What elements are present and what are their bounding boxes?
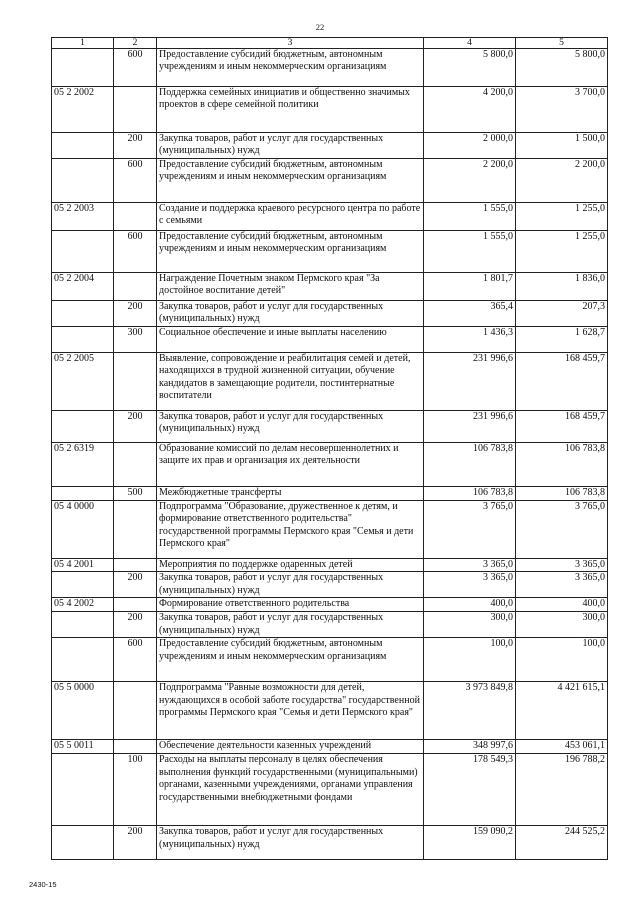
cell-code [52, 826, 114, 860]
cell-value-col4: 1 555,0 [424, 231, 516, 273]
cell-code [52, 49, 114, 87]
cell-expense-type [114, 740, 157, 754]
cell-expense-type [114, 443, 157, 487]
table-row [52, 826, 608, 860]
cell-value-col4: 400,0 [424, 598, 516, 612]
table-body [52, 49, 608, 860]
cell-value-col5: 453 061,1 [516, 740, 608, 754]
cell-value-col5: 4 421 615,1 [516, 682, 608, 740]
cell-expense-type: 200 [114, 612, 157, 638]
cell-expense-type [114, 682, 157, 740]
header-col-2: 2 [114, 38, 157, 49]
cell-name: Образование комиссий по делам несовершеннолетних и защите их прав и организация их деятельности [157, 443, 424, 487]
cell-value-col4: 300,0 [424, 612, 516, 638]
cell-name: Подпрограмма "Равные возможности для детей, нуждающихся в особой заботе государства" государственной программы Пермского края "Семья и дети Пермского края" [157, 682, 424, 740]
table-row [52, 754, 608, 826]
table-row [52, 159, 608, 203]
cell-name: Выявление, сопровождение и реабилитация семей и детей, находящихся в трудной жизненной ситуации, обучение кандидатов в замещающие родители, постинтернатные воспитатели [157, 353, 424, 411]
cell-name: Предоставление субсидий бюджетным, автономным учреждениям и иным некоммерческим организациям [157, 49, 424, 87]
cell-value-col4: 4 200,0 [424, 87, 516, 133]
header-col-5: 5 [516, 38, 608, 49]
table-row [52, 487, 608, 501]
cell-value-col5: 3 365,0 [516, 572, 608, 598]
cell-value-col5: 106 783,8 [516, 487, 608, 501]
cell-value-col4: 178 549,3 [424, 754, 516, 826]
cell-value-col5: 3 365,0 [516, 559, 608, 572]
budget-table [51, 37, 608, 860]
header-col-4: 4 [424, 38, 516, 49]
cell-name: Поддержка семейных инициатив и общественно значимых проектов в сфере семейной политики [157, 87, 424, 133]
cell-expense-type [114, 501, 157, 559]
cell-value-col5: 244 525,2 [516, 826, 608, 860]
table-row [52, 638, 608, 682]
cell-value-col4: 1 555,0 [424, 203, 516, 231]
cell-expense-type: 600 [114, 159, 157, 203]
cell-name: Расходы на выплаты персоналу в целях обеспечения выполнения функций государственными (муниципальными) органами, казенными учреждениями, органами управления государственными внебюджетными фондами [157, 754, 424, 826]
cell-value-col5: 3 700,0 [516, 87, 608, 133]
cell-name: Создание и поддержка краевого ресурсного центра по работе с семьями [157, 203, 424, 231]
cell-value-col4: 3 365,0 [424, 559, 516, 572]
cell-expense-type: 600 [114, 231, 157, 273]
cell-name: Межбюджетные трансферты [157, 487, 424, 501]
cell-value-col5: 196 788,2 [516, 754, 608, 826]
cell-code [52, 487, 114, 501]
cell-value-col4: 3 365,0 [424, 572, 516, 598]
cell-code: 05 4 0000 [52, 501, 114, 559]
cell-value-col4: 3 765,0 [424, 501, 516, 559]
cell-value-col4: 231 996,6 [424, 353, 516, 411]
cell-code: 05 4 2001 [52, 559, 114, 572]
cell-code [52, 612, 114, 638]
cell-expense-type [114, 203, 157, 231]
cell-name: Закупка товаров, работ и услуг для государственных (муниципальных) нужд [157, 301, 424, 327]
cell-value-col4: 365,4 [424, 301, 516, 327]
cell-code: 05 2 2005 [52, 353, 114, 411]
cell-value-col5: 5 800,0 [516, 49, 608, 87]
cell-expense-type: 200 [114, 411, 157, 443]
cell-value-col5: 1 255,0 [516, 203, 608, 231]
cell-value-col5: 400,0 [516, 598, 608, 612]
cell-value-col4: 348 997,6 [424, 740, 516, 754]
cell-value-col5: 3 765,0 [516, 501, 608, 559]
table-row [52, 559, 608, 572]
table-row [52, 273, 608, 301]
cell-expense-type: 300 [114, 327, 157, 353]
cell-name: Награждение Почетным знаком Пермского края "За достойное воспитание детей" [157, 273, 424, 301]
cell-expense-type [114, 598, 157, 612]
cell-code: 05 5 0011 [52, 740, 114, 754]
cell-value-col5: 1 628,7 [516, 327, 608, 353]
table-row [52, 87, 608, 133]
cell-name: Формирование ответственного родительства [157, 598, 424, 612]
header-col-3: 3 [157, 38, 424, 49]
cell-value-col5: 300,0 [516, 612, 608, 638]
cell-value-col4: 2 200,0 [424, 159, 516, 203]
cell-name: Закупка товаров, работ и услуг для государственных (муниципальных) нужд [157, 133, 424, 159]
cell-value-col5: 1 500,0 [516, 133, 608, 159]
cell-name: Подпрограмма "Образование, дружественное к детям, и формирование ответственного родительства" государственной программы Пермского края "Семья и дети Пермского края" [157, 501, 424, 559]
cell-code: 05 2 2004 [52, 273, 114, 301]
cell-value-col4: 1 436,3 [424, 327, 516, 353]
cell-value-col4: 3 973 849,8 [424, 682, 516, 740]
cell-value-col5: 106 783,8 [516, 443, 608, 487]
cell-name: Закупка товаров, работ и услуг для государственных (муниципальных) нужд [157, 826, 424, 860]
cell-expense-type: 200 [114, 572, 157, 598]
table-row [52, 572, 608, 598]
cell-code [52, 754, 114, 826]
cell-value-col5: 207,3 [516, 301, 608, 327]
table-row [52, 612, 608, 638]
cell-value-col4: 106 783,8 [424, 443, 516, 487]
cell-code [52, 638, 114, 682]
cell-expense-type: 600 [114, 49, 157, 87]
table-row [52, 443, 608, 487]
table-row [52, 598, 608, 612]
table-row [52, 411, 608, 443]
cell-code [52, 231, 114, 273]
cell-code [52, 159, 114, 203]
cell-value-col4: 100,0 [424, 638, 516, 682]
cell-name: Обеспечение деятельности казенных учреждений [157, 740, 424, 754]
cell-name: Закупка товаров, работ и услуг для государственных (муниципальных) нужд [157, 411, 424, 443]
cell-expense-type [114, 273, 157, 301]
cell-name: Закупка товаров, работ и услуг для государственных (муниципальных) нужд [157, 612, 424, 638]
page-number: 22 [315, 22, 325, 32]
table-row [52, 301, 608, 327]
cell-code [52, 133, 114, 159]
cell-expense-type [114, 559, 157, 572]
cell-expense-type [114, 87, 157, 133]
cell-value-col5: 2 200,0 [516, 159, 608, 203]
cell-name: Предоставление субсидий бюджетным, автономным учреждениям и иным некоммерческим организациям [157, 638, 424, 682]
table-row [52, 327, 608, 353]
cell-value-col4: 5 800,0 [424, 49, 516, 87]
table-row [52, 501, 608, 559]
cell-code [52, 327, 114, 353]
cell-expense-type: 500 [114, 487, 157, 501]
cell-code [52, 411, 114, 443]
table-row [52, 133, 608, 159]
footer-code: 2430-15 [29, 880, 57, 889]
cell-code: 05 5 0000 [52, 682, 114, 740]
cell-value-col4: 159 090,2 [424, 826, 516, 860]
cell-expense-type: 200 [114, 826, 157, 860]
table-row [52, 231, 608, 273]
cell-value-col4: 1 801,7 [424, 273, 516, 301]
table-row [52, 353, 608, 411]
cell-name: Мероприятия по поддержке одаренных детей [157, 559, 424, 572]
table-row [52, 682, 608, 740]
table-row [52, 740, 608, 754]
cell-code: 05 2 6319 [52, 443, 114, 487]
cell-value-col5: 100,0 [516, 638, 608, 682]
header-row [52, 38, 608, 49]
cell-code: 05 2 2002 [52, 87, 114, 133]
cell-value-col4: 231 996,6 [424, 411, 516, 443]
cell-expense-type: 100 [114, 754, 157, 826]
cell-code [52, 301, 114, 327]
cell-value-col4: 106 783,8 [424, 487, 516, 501]
cell-expense-type [114, 353, 157, 411]
cell-value-col5: 168 459,7 [516, 411, 608, 443]
cell-expense-type: 600 [114, 638, 157, 682]
table-row [52, 203, 608, 231]
cell-value-col5: 1 836,0 [516, 273, 608, 301]
cell-code [52, 572, 114, 598]
table-row [52, 49, 608, 87]
cell-name: Закупка товаров, работ и услуг для государственных (муниципальных) нужд [157, 572, 424, 598]
cell-value-col5: 1 255,0 [516, 231, 608, 273]
cell-name: Социальное обеспечение и иные выплаты населению [157, 327, 424, 353]
cell-code: 05 4 2002 [52, 598, 114, 612]
cell-value-col4: 2 000,0 [424, 133, 516, 159]
cell-name: Предоставление субсидий бюджетным, автономным учреждениям и иным некоммерческим организациям [157, 159, 424, 203]
cell-name: Предоставление субсидий бюджетным, автономным учреждениям и иным некоммерческим организациям [157, 231, 424, 273]
cell-value-col5: 168 459,7 [516, 353, 608, 411]
cell-code: 05 2 2003 [52, 203, 114, 231]
cell-expense-type: 200 [114, 301, 157, 327]
cell-expense-type: 200 [114, 133, 157, 159]
header-col-1: 1 [52, 38, 114, 49]
